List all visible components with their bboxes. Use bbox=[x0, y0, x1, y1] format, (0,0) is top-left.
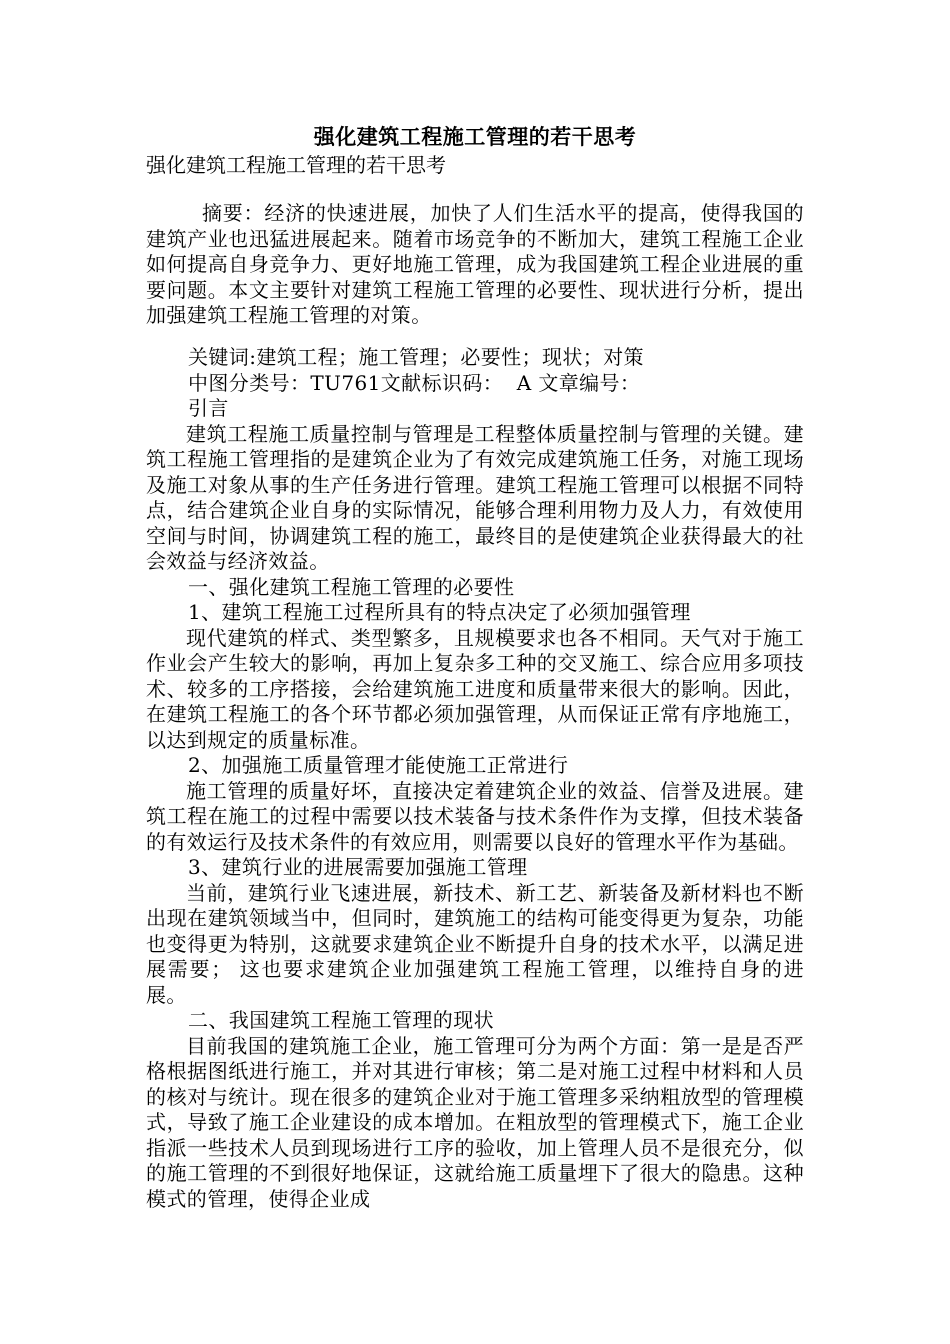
keywords-value: 建筑工程；施工管理；必要性；现状；对策 bbox=[256, 345, 644, 369]
section1-sub1-heading: 1、建筑工程施工过程所具有的特点决定了必须加强管理 bbox=[188, 600, 691, 624]
clc-value: TU761 bbox=[310, 370, 381, 395]
section1-sub2-paragraph: 施工管理的质量好坏，直接决定着建筑企业的效益、信誉及进展。建筑工程在施工的过程中需要以技术装备与技术条件作为支撑，但技术装备的有效运行及技术条件的有效应用，则需要以良好的管理水平作为基础。 bbox=[146, 778, 804, 854]
section1-sub3-heading: 3、建筑行业的进展需要加强施工管理 bbox=[188, 855, 528, 879]
section2-paragraph: 目前我国的建筑施工企业，施工管理可分为两个方面：第一是是否严格根据图纸进行施工，并对其进行审核；第二是对施工过程中材料和人员的核对与统计。现在很多的建筑企业对于施工管理多采纳粗放型的管理模式，导致了施工企业建设的成本增加。在粗放型的管理模式下，施工企业指派一些技术人员到现场进行工序的验收，加上管理人员不是很充分，似的施工管理的不到很好地保证，这就给施工质量埋下了很大的隐患。这种模式的管理，使得企业成 bbox=[146, 1033, 804, 1211]
doc-code-value: A bbox=[516, 370, 532, 395]
clc-label: 中图分类号： bbox=[188, 370, 311, 395]
doc-code-label: 文献标识码： bbox=[380, 370, 504, 395]
intro-paragraph: 建筑工程施工质量控制与管理是工程整体质量控制与管理的关键。建筑工程施工管理指的是建筑企业为了有效完成建筑施工任务，对施工现场及施工对象从事的生产任务进行管理。建筑工程施工管理可以根据不同特点，结合建筑企业自身的实际情况，能够合理利用物力及人力，有效使用空间与时间，协调建筑工程的施工，最终目的是使建筑企业获得最大的社会效益与经济效益。 bbox=[146, 421, 804, 573]
abstract-paragraph: 摘要：经济的快速进展，加快了人们生活水平的提高，使得我国的建筑产业也迅猛进展起来。随着市场竞争的不断加大，建筑工程施工企业如何提高自身竞争力、更好地施工管理，成为我国建筑工程企业进展的重要问题。本文主要针对建筑工程施工管理的必要性、现状进行分析，提出加强建筑工程施工管理的对策。 bbox=[146, 201, 804, 327]
section1-sub1-paragraph: 现代建筑的样式、类型繁多，且规模要求也各不相同。天气对于施工作业会产生较大的影响，再加上复杂多工种的交叉施工、综合应用多项技术、较多的工序搭接，会给建筑施工进度和质量带来很大的影响。因此，在建筑工程施工的各个环节都必须加强管理，从而保证正常有序地施工，以达到规定的质量标准。 bbox=[146, 625, 804, 752]
keywords-label: 关键词: bbox=[188, 345, 257, 369]
section2-heading: 二、我国建筑工程施工管理的现状 bbox=[188, 1008, 494, 1032]
document-title: 强化建筑工程施工管理的若干思考 bbox=[313, 124, 637, 149]
article-no-label: 文章编号： bbox=[538, 370, 641, 395]
classification-line bbox=[146, 371, 804, 397]
section1-sub2-heading: 2、加强施工质量管理才能使施工正常进行 bbox=[188, 753, 569, 777]
keywords-line bbox=[146, 345, 804, 371]
document-subtitle: 强化建筑工程施工管理的若干思考 bbox=[146, 153, 446, 177]
main-body bbox=[146, 345, 804, 1212]
section1-heading: 一、强化建筑工程施工管理的必要性 bbox=[188, 574, 515, 599]
abstract-section bbox=[146, 201, 804, 329]
intro-heading: 引言 bbox=[188, 396, 229, 420]
section1-sub3-paragraph: 当前，建筑行业飞速进展，新技术、新工艺、新装备及新材料也不断出现在建筑领域当中，但同时，建筑施工的结构可能变得更为复杂，功能也变得更为特别，这就要求建筑企业不断提升自身的技术水平，以满足进展需要； 这也要求建筑企业加强建筑工程施工管理，以维持自身的进展。 bbox=[146, 880, 804, 1007]
